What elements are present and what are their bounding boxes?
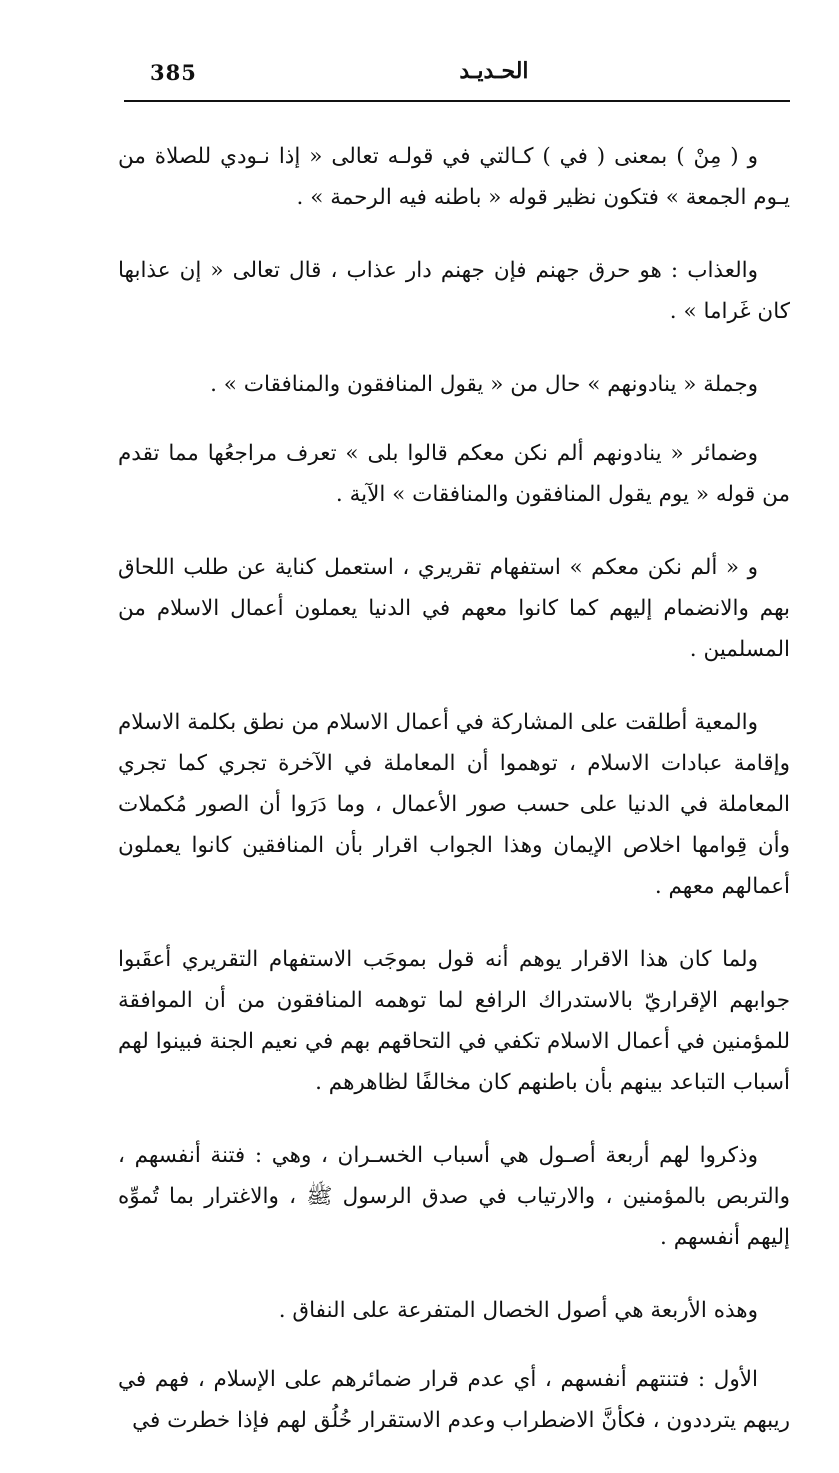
paragraph-10: الأول : فتنتهم أنفسهم ، أي عدم قرار ضمائرهم على الإسلام ، فهم في ريبهم يترددون ، فكأنَّ الاضطراب وعدم الاستقرار خُلُق لهم فإذا خطرت في [118, 1367, 790, 1433]
paragraph-8: وذكروا لهم أربعة أصـول هي أسباب الخسـران ، وهي : فتنة أنفسهم ، والتربص بالمؤمنين ، والارتياب في صدق الرسول ﷺ ، والاغترار بما تُموِّه إليهم أنفسهم . [118, 1143, 790, 1250]
paragraph-1: و ( مِنْ ) بمعنى ( في ) كـالتي في قولـه تعالى « إذا نـودي للصلاة من يـوم الجمعة » فتكون نظير قوله « باطنه فيه الرحمة » . [118, 144, 790, 210]
paragraph-5: و « ألم نكن معكم » استفهام تقريري ، استعمل كناية عن طلب اللحاق بهم والانضمام إليهم كما كانوا معهم في الدنيا يعملون أعمال الاسلام من المسلمين . [118, 555, 790, 662]
paragraph-2: والعذاب : هو حرق جهنم فإن جهنم دار عذاب ، قال تعالى « إن عذابها كان غَراما » . [118, 258, 790, 324]
running-title: الحـديـد [459, 58, 529, 84]
paragraph-4: وضمائر « ينادونهم ألم نكن معكم قالوا بلى » تعرف مراجعُها مما تقدم من قوله « يوم يقول المنافقون والمنافقات » الآية . [118, 441, 790, 507]
paragraph-7: ولما كان هذا الاقرار يوهم أنه قول بموجَب الاستفهام التقريري أعقَبوا جوابهم الإقراريّ بالاستدراك الرافع لما توهمه المنافقون من أن الموافقة للمؤمنين في أعمال الاسلام تكفي في التحاقهم بهم في نعيم الجنة فبينوا لهم أسباب التباعد بينهم بأن باطنهم كان مخالفًا لظاهرهم . [118, 947, 790, 1095]
paragraph-3: وجملة « ينادونهم » حال من « يقول المنافقون والمنافقات » . [210, 372, 758, 397]
body-text [118, 136, 790, 1473]
paragraph-9: وهذه الأربعة هي أصول الخصال المتفرعة على النفاق . [278, 1298, 758, 1323]
paragraph-6: والمعية أطلقت على المشاركة في أعمال الاسلام من نطق بكلمة الاسلام وإقامة عبادات الاسلام ، توهموا أن المعاملة في الآخرة تجري كما تجري المعاملة في الدنيا على حسب صور الأعمال ، وما دَرَوا أن الصور مُكملات وأن قِوامها اخلاص الإيمان وهذا الجواب اقرار بأن المنافقين كانوا يعملون أعمالهم معهم . [118, 710, 790, 899]
page-header [124, 56, 790, 102]
page-number: 385 [150, 60, 197, 85]
